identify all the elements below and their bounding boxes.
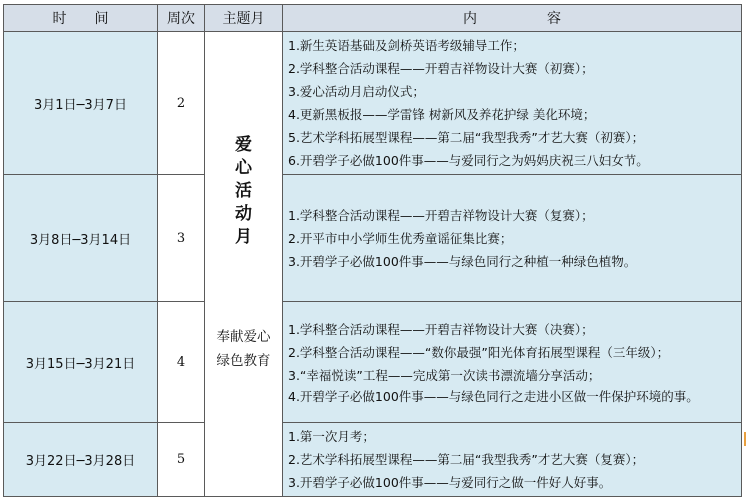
theme-cell [205, 32, 283, 497]
content-item: 3.开碧学子必做100件事——与绿色同行之种植一种绿色植物。 [288, 253, 637, 269]
content-cell [283, 32, 742, 175]
header-content: 内 容 [283, 5, 742, 32]
week-cell: 3 [158, 175, 205, 302]
table-row [4, 423, 742, 497]
header-row [4, 5, 742, 32]
schedule-table [3, 4, 742, 497]
date-cell: 3月1日─3月7日 [4, 32, 158, 175]
content-item: 1.第一次月考； [288, 429, 375, 444]
table-row [4, 302, 742, 423]
content-cell [283, 423, 742, 497]
content-item: 2.开平市中小学师生优秀童谣征集比赛； [288, 230, 513, 246]
content-cell [283, 175, 742, 302]
week-cell: 5 [158, 423, 205, 497]
header-theme: 主题月 [205, 5, 283, 32]
content-item: 2.艺术学科拓展型课程——第二届“我型我秀”才艺大赛（复赛）； [288, 452, 645, 467]
content-item: 4.更新黑板报——学雷锋 树新风及养花护绿 美化环境； [288, 107, 596, 122]
header-time: 时 间 [4, 5, 158, 32]
content-item: 1.学科整合活动课程——开碧吉祥物设计大赛（决赛）； [288, 322, 594, 337]
date-cell: 3月15日─3月21日 [4, 302, 158, 423]
content-item: 2.学科整合活动课程——“数你最强”阳光体育拓展型课程（三年级）； [288, 345, 670, 360]
content-item: 3.“幸福悦读”工程——完成第一次读书漂流墙分享活动； [288, 368, 601, 383]
date-cell: 3月8日─3月14日 [4, 175, 158, 302]
week-cell: 4 [158, 302, 205, 423]
content-item: 4.开碧学子必做100件事——与绿色同行之走进小区做一件保护环境的事。 [288, 389, 699, 404]
date-cell: 3月22日─3月28日 [4, 423, 158, 497]
content-item: 2.学科整合活动课程——开碧吉祥物设计大赛（初赛）； [288, 61, 594, 76]
content-item: 6.开碧学子必做100件事——与爱同行之为妈妈庆祝三八妇女节。 [288, 153, 649, 168]
table-row [4, 175, 742, 302]
week-cell: 2 [158, 32, 205, 175]
content-item: 1.学科整合活动课程——开碧吉祥物设计大赛（复赛）； [288, 207, 594, 223]
content-item: 5.艺术学科拓展型课程——第二届“我型我秀”才艺大赛（初赛）； [288, 130, 645, 145]
content-cell [283, 302, 742, 423]
content-item: 1.新生英语基础及剑桥英语考级辅导工作； [288, 38, 525, 53]
theme-subtitle: 奉献爱心 绿色教育 [216, 329, 271, 369]
header-week: 周次 [158, 5, 205, 32]
table-row [4, 32, 742, 175]
content-item: 3.开碧学子必做100件事——与爱同行之做一件好人好事。 [288, 475, 612, 490]
content-item: 3.爱心活动月启动仪式； [288, 84, 425, 99]
theme-title: 爱 心 活 动 月 [235, 135, 252, 247]
